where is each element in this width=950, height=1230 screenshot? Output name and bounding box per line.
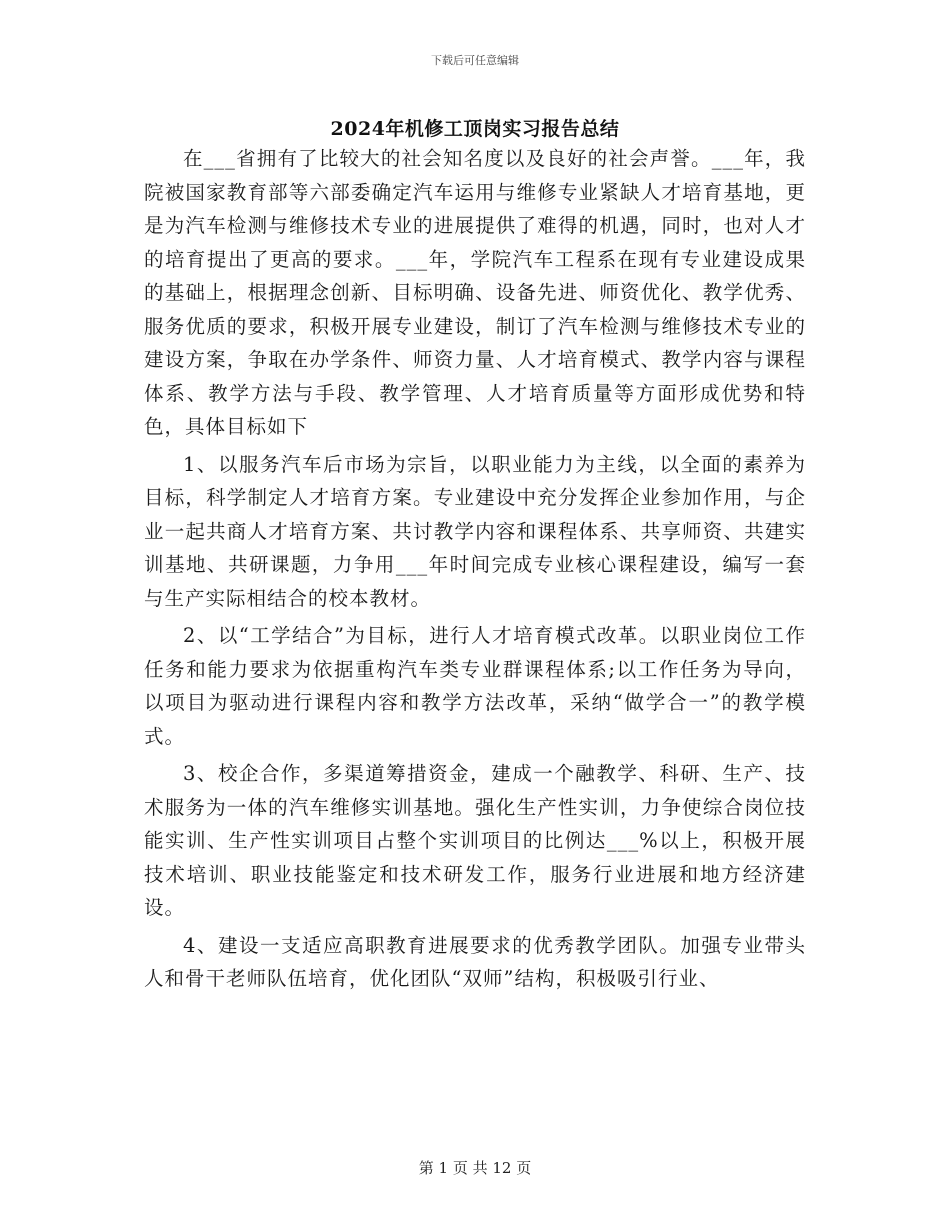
page-header-note: 下载后可任意编辑: [431, 54, 519, 67]
document-title: 2024年机修工顶岗实习报告总结: [330, 118, 620, 140]
document-body: [144, 142, 806, 1000]
page-number: 第 1 页 共 12 页: [418, 1159, 532, 1177]
paragraph-goal-4: 4、建设一支适应高职教育进展要求的优秀教学团队。加强专业带头人和骨干老师队伍培育，优化团队“双师”结构，积极吸引行业、: [144, 933, 806, 990]
paragraph-goal-1: 1、以服务汽车后市场为宗旨，以职业能力为主线，以全面的素养为目标，科学制定人才培育方案。专业建设中充分发挥企业参加作用，与企业一起共商人才培育方案、共讨教学内容和课程体系、共享师资、共建实训基地、共研课题，力争用___年时间完成专业核心课程建设，编写一套与生产实际相结合的校本教材。: [144, 452, 806, 610]
paragraph-goal-2: 2、以“工学结合”为目标，进行人才培育模式改革。以职业岗位工作任务和能力要求为依据重构汽车类专业群课程体系;以工作任务为导向，以项目为驱动进行课程内容和教学方法改革，采纳“做学合一”的教学模式。: [144, 624, 806, 748]
paragraph-intro: 在___省拥有了比较大的社会知名度以及良好的社会声誉。___年，我院被国家教育部等六部委确定汽车运用与维修专业紧缺人才培育基地，更是为汽车检测与维修技术专业的进展提供了难得的机遇，同时，也对人才的培育提出了更高的要求。___年，学院汽车工程系在现有专业建设成果的基础上，根据理念创新、目标明确、设备先进、师资优化、教学优秀、服务优质的要求，积极开展专业建设，制订了汽车检测与维修技术专业的建设方案，争取在办学条件、师资力量、人才培育模式、教学内容与课程体系、教学方法与手段、教学管理、人才培育质量等方面形成优势和特色，具体目标如下: [144, 147, 806, 438]
paragraph-goal-3: 3、校企合作，多渠道筹措资金，建成一个融教学、科研、生产、技术服务为一体的汽车维修实训基地。强化生产性实训，力争使综合岗位技能实训、生产性实训项目占整个实训项目的比例达___%以上，积极开展技术培训、职业技能鉴定和技术研发工作，服务行业进展和地方经济建设。: [144, 762, 806, 919]
